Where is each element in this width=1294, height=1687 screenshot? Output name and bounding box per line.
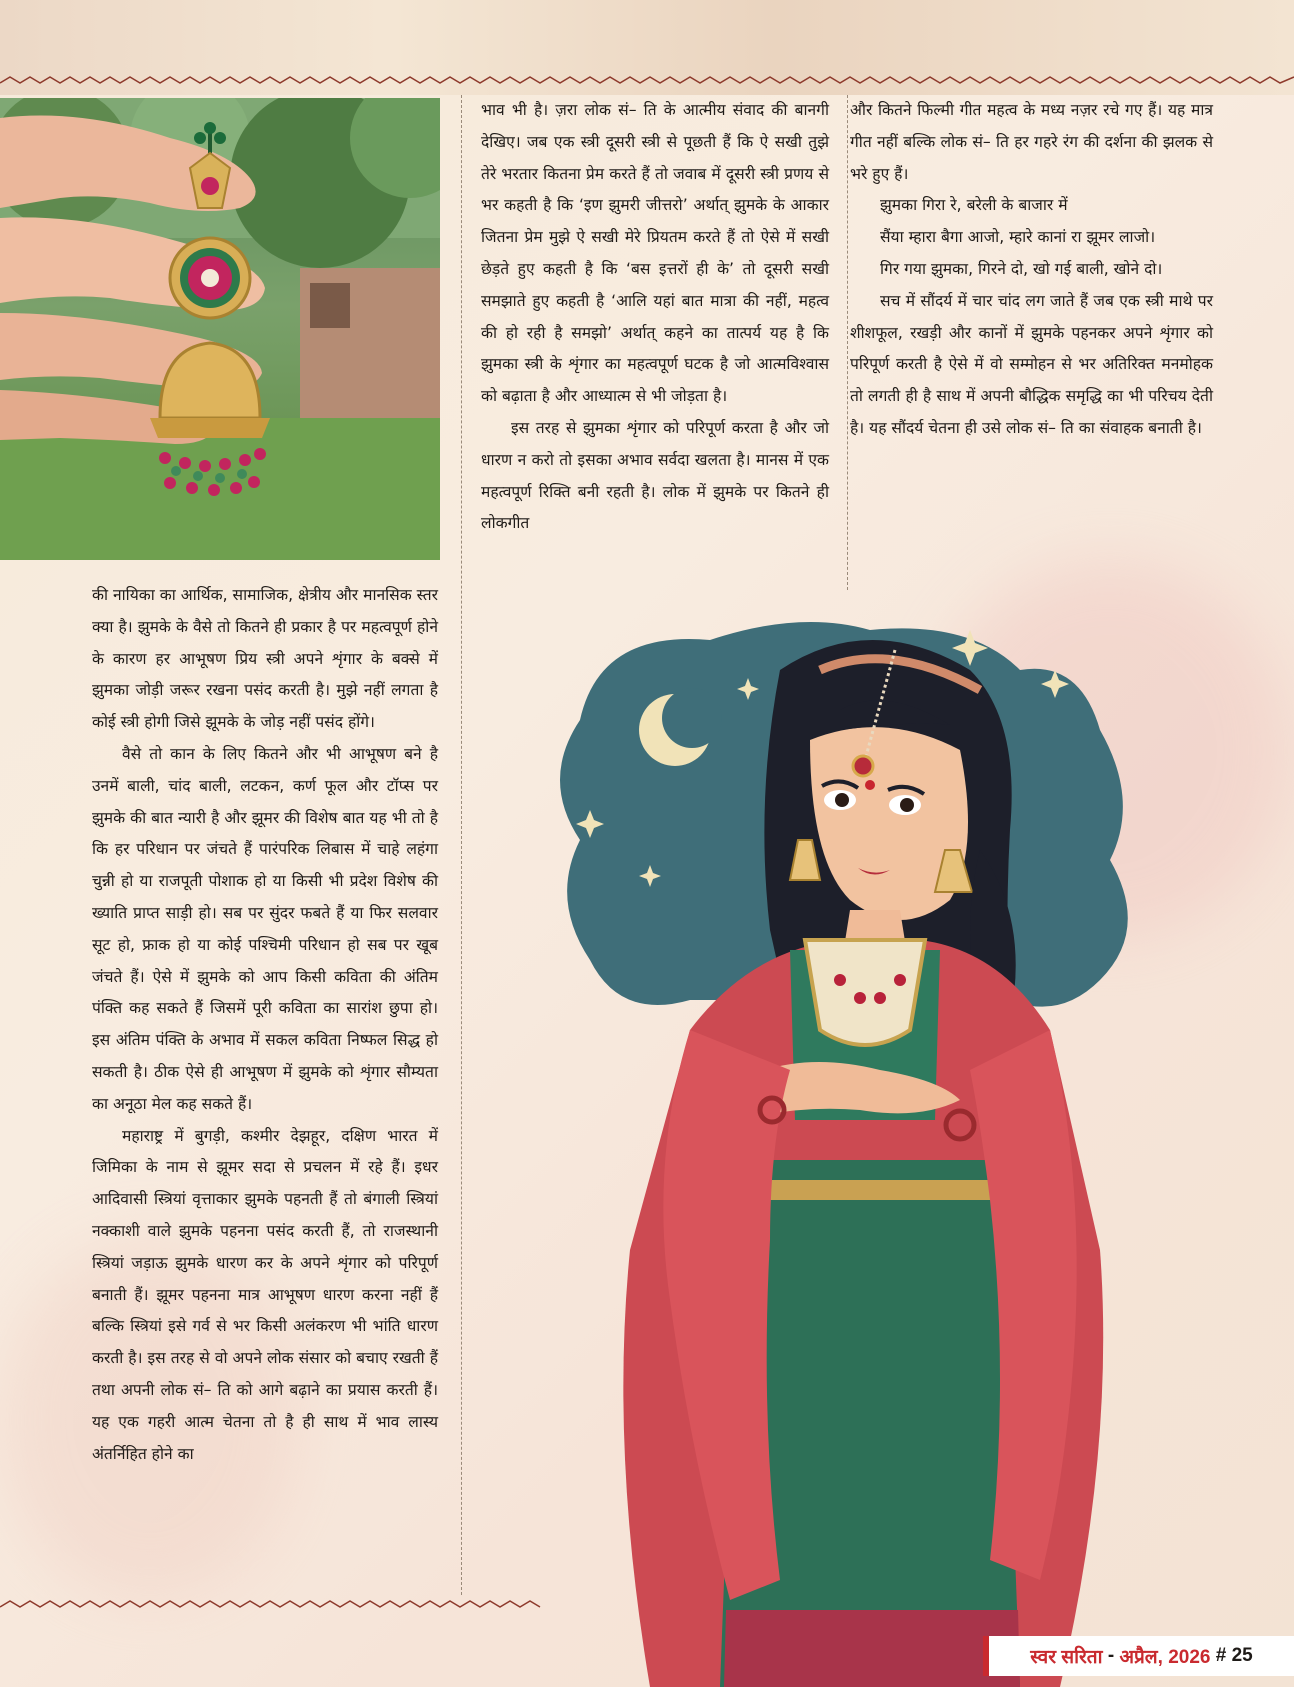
jhumka-photo xyxy=(0,98,440,560)
woman-illustration xyxy=(540,600,1180,1687)
article-column-3 xyxy=(850,95,1213,445)
top-zigzag-border xyxy=(0,73,1294,89)
issue-date: अप्रैल, 2026 xyxy=(1119,1647,1211,1668)
paragraph: सच में सौंदर्य में चार चांद लग जाते हैं जब एक स्त्री माथे पर शीशफूल, रखड़ी और कानों में झुमके पहनकर अपने शृंगार को परिपूर्ण करती है ऐसे में वो सम्मोहन से भर अतिरिक्त मनमोहक तो लगती ही है साथ में अपनी बौद्धिक समृद्धि का भी परिचय देती है। यह सौंदर्य चेतना ही उसे लोक सं– ति का संवाहक बनाती है। xyxy=(850,291,1213,437)
column-divider xyxy=(847,95,848,590)
paragraph: और कितने फिल्मी गीत महत्व के मध्य नज़र रचे गए हैं। यह मात्र गीत नहीं बल्कि लोक सं– ति हर गहरे रंग की दर्शना की झलक से भरे हुए हैं। xyxy=(850,101,1213,183)
footer-separator: - xyxy=(1102,1645,1120,1666)
page-number: # 25 xyxy=(1210,1645,1253,1666)
paragraph: इस तरह से झुमका शृंगार को परिपूर्ण करता है और जो धारण न करो तो इसका अभाव सर्वदा खलता है। मानस में एक महत्वपूर्ण रिक्ति बनी रहती है। लोक में झुमके पर कितने ही लोकगीत xyxy=(481,418,829,533)
page-footer xyxy=(983,1636,1294,1676)
column-divider xyxy=(461,95,462,1595)
magazine-name: स्वर सरिता xyxy=(1030,1647,1103,1668)
paragraph: सैंया म्हारा बैगा आजो, म्हारे कानां रा झूमर लाजो। xyxy=(880,228,1156,247)
paragraph: भाव भी है। ज़रा लोक सं– ति के आत्मीय संवाद की बानगी देखिए। जब एक स्त्री दूसरी स्त्री से पूछती हैं कि ऐ सखी तुझे तेरे भरतार कितना प्रेम करते हैं तो जवाब में दूसरी स्त्री प्रणय से भर कहती है कि ‘इण झुमरी जीत्तरो’ अर्थात् झुमके के आकार जितना प्रेम मुझे ऐ सखी मेरे प्रियतम करते हैं तो ऐसे में सखी छेड़ते हुए कहती है कि ‘बस इत्तरों ही के’ तो दूसरी सखी समझाते हुए कहती है ‘आलि यहां बात मात्रा की नहीं, महत्व की हो रही है समझो’ अर्थात् कहने का तात्पर्य यह है कि झुमका स्त्री के शृंगार का महत्वपूर्ण घटक है जो आत्मविश्वास को बढ़ाता है और आध्यात्म से भी जोड़ता है। xyxy=(481,101,829,406)
bottom-zigzag-border xyxy=(0,1597,1294,1613)
paragraph: गिर गया झुमका, गिरने दो, खो गई बाली, खोने दो। xyxy=(880,259,1163,278)
article-column-1 xyxy=(92,580,438,1470)
paragraph: महाराष्ट्र में बुगड़ी, कश्मीर देझहूर, दक्षिण भारत में जिमिका के नाम से झूमर सदा से प्रचलन में रहे हैं। इधर आदिवासी स्त्रियां वृत्ताकार झुमके पहनती हैं तो बंगाली स्त्रियां नक्काशी वाले झुमके पहनना पसंद करती हैं, तो राजस्थानी स्त्रियां जड़ाऊ झुमके धारण कर के अपने शृंगार को परिपूर्ण बनाती हैं। झूमर पहनना मात्र आभूषण धारण करना नहीं हैं बल्कि स्त्रियां इसे गर्व से भर किसी अलंकरण भी भांति धारण करती है। इस तरह से वो अपने लोक संसार को बचाए रखती हैं तथा अपनी लोक सं– ति को आगे बढ़ाने का प्रयास करती हैं। यह एक गहरी आत्म चेतना तो है ही साथ में भाव लास्य अंतर्निहित होने का xyxy=(92,1126,438,1463)
article-column-2 xyxy=(481,95,829,540)
paragraph: झुमका गिरा रे, बरेली के बाजार में xyxy=(880,196,1068,215)
paragraph: की नायिका का आर्थिक, सामाजिक, क्षेत्रीय और मानसिक स्तर क्या है। झुमके के वैसे तो कितने ही प्रकार है पर महत्वपूर्ण होने के कारण हर आभूषण प्रिय स्त्री अपने शृंगार के बक्से में झुमका जोड़ी जरूर रखना पसंद करती है। मुझे नहीं लगता है कोई स्त्री होगी जिसे झूमके के जोड़ नहीं पसंद होंगे। xyxy=(92,586,438,732)
paragraph: वैसे तो कान के लिए कितने और भी आभूषण बने है उनमें बाली, चांद बाली, लटकन, कर्ण फूल और टॉप्स पर झुमके की बात न्यारी है और झूमर की विशेष बात यह भी तो है कि हर परिधान पर जंचते हैं पारंपरिक लिबास में चाहे लहंगा चुन्नी हो या राजपूती पोशाक हो या किसी भी प्रदेश विशेष की ख्याति प्राप्त साड़ी हो। सब पर सुंदर फबते हैं या फिर सलवार सूट हो, फ्राक हो या कोई पश्चिमी परिधान हो सब पर खूब जंचते हैं। ऐसे में झुमके को आप किसी कविता की अंतिम पंक्ति कह सकते हैं जिसमें पूरी कविता का सारांश छुपा हो। इस अंतिम पंक्ति के अभाव में सकल कविता निष्फल सिद्ध हो सकती है। ठीक ऐसे ही आभूषण में झुमके को शृंगार सौम्यता का अनूठा मेल कह सकते हैं। xyxy=(92,744,438,1113)
